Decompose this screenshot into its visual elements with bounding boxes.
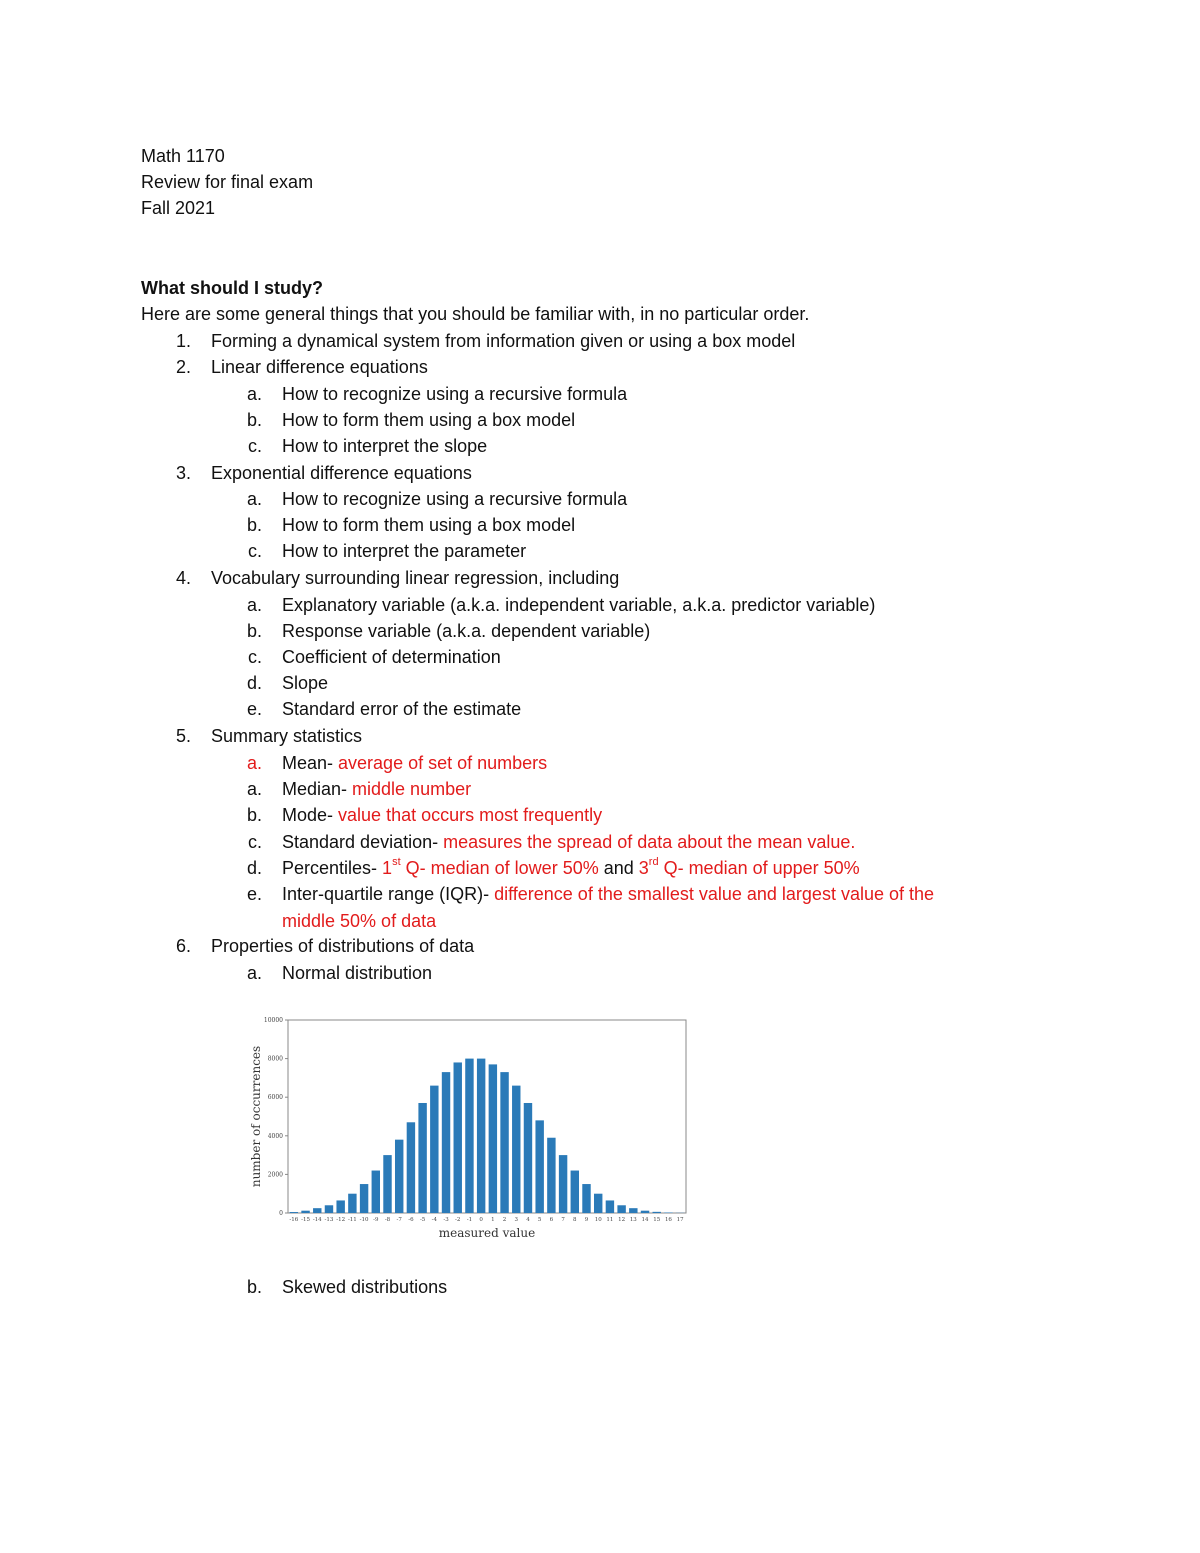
sub-text: Normal distribution: [282, 963, 433, 983]
x-tick-label: 13: [629, 1217, 637, 1223]
y-tick-label: 4000: [267, 1132, 283, 1140]
x-tick-label: 3: [514, 1217, 519, 1223]
quartile-label: Q-: [400, 858, 431, 878]
sub-text: Coefficient of determination: [282, 647, 501, 667]
x-tick-label: 7: [561, 1217, 565, 1223]
x-tick-label: 16: [664, 1217, 672, 1223]
y-tick-label: 10000: [263, 1017, 283, 1024]
x-tick-label: -13: [324, 1217, 334, 1223]
x-tick-label: -16: [289, 1217, 299, 1223]
x-tick-label: 12: [618, 1217, 626, 1223]
ordinal-suffix: rd: [648, 856, 659, 868]
x-tick-label: 4: [526, 1217, 530, 1223]
sub-letter: b.: [246, 621, 262, 641]
sub-letter: a.: [246, 963, 262, 983]
sub-text: How to form them using a box model: [282, 515, 576, 535]
list-text: Exponential difference equations: [211, 463, 472, 483]
bar: [336, 1200, 344, 1213]
answer-continuation: middle 50% of data: [282, 911, 437, 931]
x-tick-label: -6: [408, 1217, 414, 1223]
sub-letter: b.: [246, 805, 262, 825]
bar: [360, 1184, 368, 1213]
bar: [617, 1205, 625, 1213]
term: Inter-quartile range (IQR)-: [282, 884, 495, 904]
answer-text: median of upper 50%: [688, 858, 860, 878]
sub-text: Explanatory variable (a.k.a. independent variable, a.k.a. predictor variable): [282, 595, 876, 615]
answer-text: measures the spread of data about the mean value.: [443, 832, 856, 852]
x-tick-label: -5: [419, 1217, 426, 1223]
answer-text: average of set of numbers: [338, 753, 548, 773]
list-number: 2.: [175, 357, 191, 377]
y-tick-label: 6000: [267, 1094, 283, 1102]
x-tick-label: -4: [431, 1217, 438, 1223]
term: Mean-: [282, 753, 339, 773]
section-intro: Here are some general things that you should be familiar with, in no particular order.: [141, 304, 810, 324]
term-label: Fall 2021: [141, 198, 216, 218]
bar: [547, 1138, 555, 1213]
x-tick-label: -7: [396, 1217, 402, 1223]
sub-text: How to form them using a box model: [282, 410, 576, 430]
bar: [383, 1155, 391, 1213]
quartile-label: Q-: [658, 858, 689, 878]
sub-letter: e.: [246, 884, 262, 904]
y-tick-label: 8000: [267, 1055, 283, 1063]
sub-letter: b.: [246, 1277, 262, 1297]
sub-letter: c.: [247, 541, 262, 561]
section-heading: What should I study?: [141, 278, 323, 298]
bar: [535, 1120, 543, 1213]
bar: [372, 1171, 380, 1213]
sub-letter: d.: [246, 858, 262, 878]
term: Median-: [282, 779, 353, 799]
term: Percentiles-: [282, 858, 383, 878]
x-tick-label: 11: [606, 1217, 614, 1223]
x-tick-label: 5: [537, 1217, 542, 1223]
document-title: Review for final exam: [141, 172, 314, 192]
plot-frame: [288, 1020, 686, 1213]
x-tick-label: 10: [594, 1217, 602, 1223]
x-tick-label: 15: [653, 1217, 661, 1223]
quartile-number: 1: [382, 858, 393, 878]
y-tick-label: 2000: [267, 1171, 283, 1179]
normal-distribution-chart: [240, 1008, 700, 1243]
list-text: Linear difference equations: [211, 357, 428, 377]
y-axis-label: number of occurrences: [249, 1045, 263, 1188]
bar: [512, 1086, 520, 1213]
bar: [348, 1194, 356, 1213]
bar: [653, 1212, 661, 1213]
answer-text: difference of the smallest value and largest value of the: [494, 884, 935, 904]
list-number: 4.: [175, 568, 191, 588]
sub-text: Slope: [282, 673, 329, 693]
x-tick-label: -12: [336, 1217, 346, 1223]
x-tick-label: -2: [455, 1217, 461, 1223]
sub-letter: b.: [246, 515, 262, 535]
bar: [629, 1208, 637, 1213]
x-tick-label: -9: [373, 1217, 379, 1223]
sub-letter: a.: [246, 384, 262, 404]
sub-text: How to recognize using a recursive formula: [282, 489, 628, 509]
bar: [489, 1064, 497, 1213]
x-tick-label: -15: [301, 1217, 310, 1223]
list-text: Vocabulary surrounding linear regression, including: [211, 568, 620, 588]
sub-letter: a.: [246, 779, 262, 799]
x-tick-label: 1: [491, 1217, 495, 1223]
bar: [442, 1072, 450, 1213]
sub-letter: a.: [246, 753, 262, 773]
answer-text: value that occurs most frequently: [338, 805, 603, 825]
sub-letter: a.: [246, 489, 262, 509]
sub-text: How to interpret the parameter: [282, 541, 527, 561]
sub-text: How to interpret the slope: [282, 436, 488, 456]
bar: [641, 1211, 649, 1213]
term: Mode-: [282, 805, 339, 825]
sub-letter: b.: [246, 410, 262, 430]
bar: [454, 1062, 462, 1213]
x-tick-label: 0: [479, 1217, 483, 1223]
bar: [395, 1140, 403, 1213]
sub-letter: a.: [246, 595, 262, 615]
x-tick-label: -11: [347, 1217, 357, 1223]
x-tick-label: -10: [359, 1217, 369, 1223]
bar: [465, 1059, 473, 1213]
list-text: Properties of distributions of data: [211, 936, 475, 956]
x-tick-label: 9: [584, 1217, 589, 1223]
quartile-number: 3: [638, 858, 649, 878]
x-tick-label: -14: [312, 1217, 322, 1223]
course-name: Math 1170: [141, 146, 225, 166]
x-tick-label: 2: [502, 1217, 507, 1223]
bar: [418, 1103, 426, 1213]
sub-letter: c.: [247, 647, 262, 667]
bar: [594, 1194, 602, 1213]
bar: [477, 1059, 485, 1213]
sub-letter: c.: [247, 436, 262, 456]
x-axis-label: measured value: [438, 1226, 536, 1240]
sub-letter: d.: [246, 673, 262, 693]
x-tick-label: 8: [573, 1217, 577, 1223]
sub-text: Standard error of the estimate: [282, 699, 522, 719]
sub-text: How to recognize using a recursive formula: [282, 384, 628, 404]
bar: [606, 1200, 614, 1213]
bar: [301, 1211, 309, 1213]
bar: [407, 1122, 415, 1213]
bar: [500, 1072, 508, 1213]
list-number: 3.: [175, 463, 191, 483]
bar: [290, 1212, 298, 1213]
sub-text: Response variable (a.k.a. dependent variable): [282, 621, 651, 641]
bar: [325, 1205, 333, 1213]
x-tick-label: 17: [676, 1217, 684, 1223]
term: Standard deviation-: [282, 832, 444, 852]
answer-text: median of lower 50%: [430, 858, 599, 878]
sub-text: Skewed distributions: [282, 1277, 448, 1297]
list-number: 6.: [175, 936, 191, 956]
bar: [582, 1184, 590, 1213]
bar: [571, 1171, 579, 1213]
x-tick-label: -8: [384, 1217, 391, 1223]
x-tick-label: 6: [549, 1217, 554, 1223]
y-tick-label: 0: [279, 1210, 283, 1217]
list-text: Forming a dynamical system from information given or using a box model: [211, 331, 796, 351]
ordinal-suffix: st: [392, 856, 401, 868]
x-tick-label: 14: [641, 1217, 649, 1223]
answer-text: middle number: [352, 779, 472, 799]
bar: [524, 1103, 532, 1213]
sub-letter: e.: [246, 699, 262, 719]
bar: [313, 1208, 321, 1213]
conjunction: and: [598, 858, 639, 878]
sub-letter: c.: [247, 832, 262, 852]
x-tick-label: -3: [443, 1217, 449, 1223]
bar: [430, 1086, 438, 1213]
list-text: Summary statistics: [211, 726, 363, 746]
bar: [559, 1155, 567, 1213]
list-number: 1.: [175, 331, 191, 351]
x-tick-label: -1: [466, 1217, 473, 1223]
list-number: 5.: [175, 726, 191, 746]
